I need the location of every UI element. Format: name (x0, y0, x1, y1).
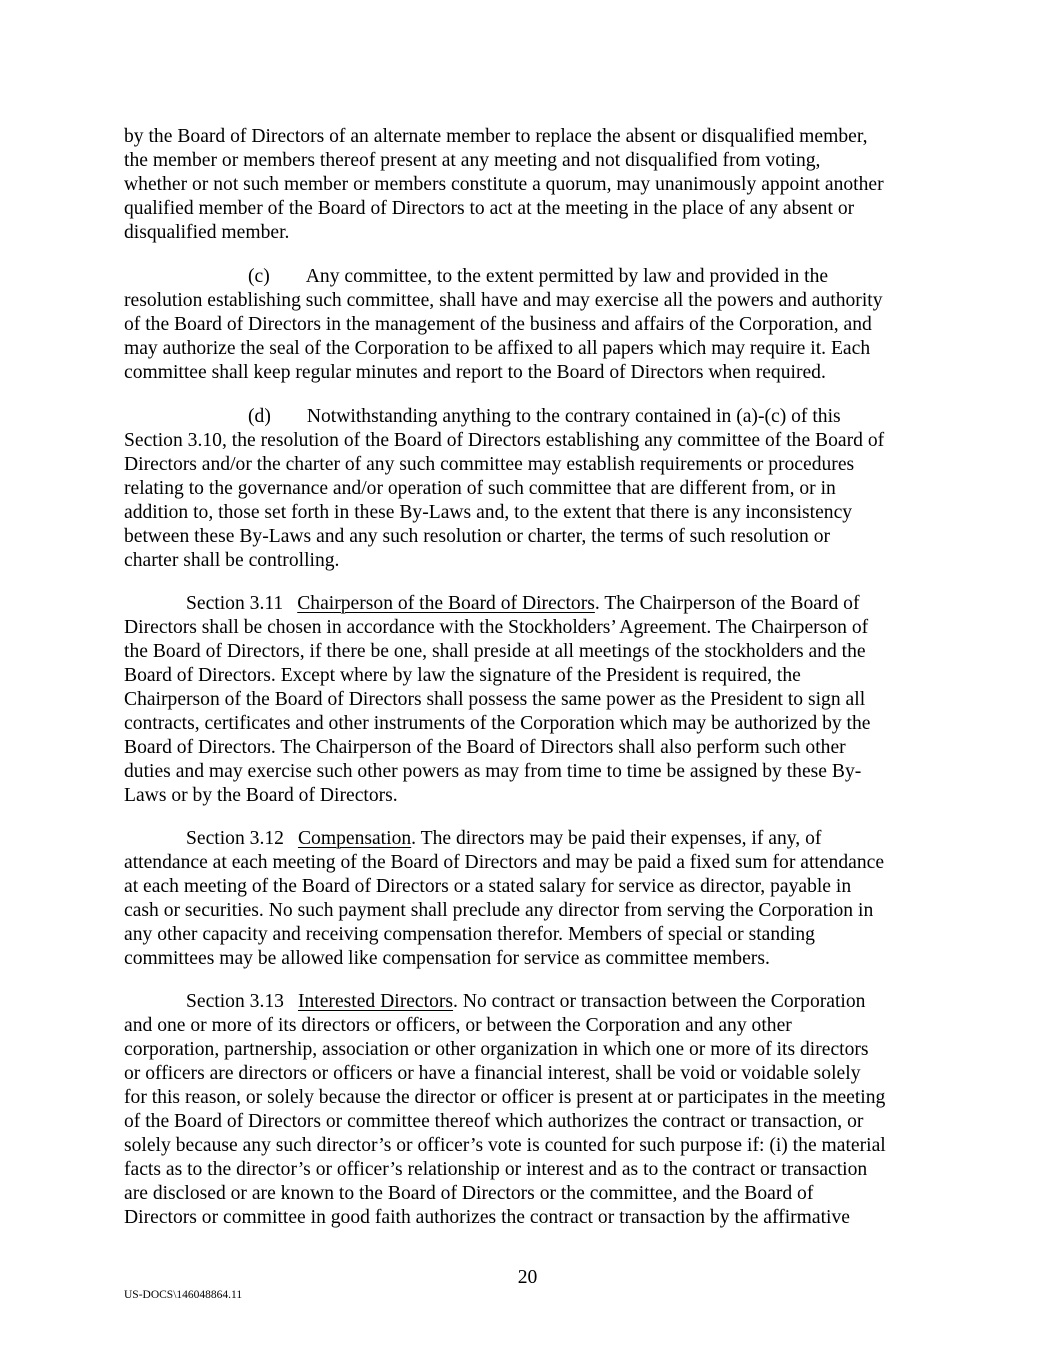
body-line: at each meeting of the Board of Directors or a stated salary for service as director, payable in (124, 876, 852, 897)
body-line: solely because any such director’s or officer’s vote is counted for such purpose if: (i) the material (124, 1135, 886, 1156)
body-text: . No contract or transaction between the Corporation (453, 991, 866, 1012)
body-line: cash or securities. No such payment shall preclude any director from serving the Corporation in (124, 900, 874, 921)
body-line: committee shall keep regular minutes and report to the Board of Directors when required. (124, 362, 826, 383)
body-line: Chairperson of the Board of Directors shall possess the same power as the President to sign all (124, 689, 866, 710)
body-line: relating to the governance and/or operation of such committee that are different from, or in (124, 478, 836, 499)
body-line: Board of Directors. Except where by law the signature of the President is required, the (124, 665, 801, 686)
section-number: Section 3.12 (186, 828, 284, 849)
section-number: Section 3.11 (186, 593, 284, 614)
section-number: Section 3.13 (186, 991, 284, 1012)
page-number: 20 (517, 1267, 538, 1288)
section-heading: Compensation (297, 828, 412, 849)
body-line: addition to, those set forth in these By-Laws and, to the extent that there is any inconsistency (124, 502, 853, 523)
body-line: qualified member of the Board of Directors to act at the meeting in the place of any absent or (124, 198, 855, 219)
body-line: and one or more of its directors or officers, or between the Corporation and any other (124, 1015, 792, 1036)
body-line: attendance at each meeting of the Board of Directors and may be paid a fixed sum for attendance (124, 852, 885, 873)
body-line: facts as to the director’s or officer’s relationship or interest and as to the contract or transaction (124, 1159, 868, 1180)
body-line: charter shall be controlling. (124, 550, 340, 571)
body-line: committees may be allowed like compensation for service as committee members. (124, 948, 770, 969)
body-text: . The directors may be paid their expenses, if any, of (411, 828, 822, 849)
body-line: the member or members thereof present at any meeting and not disqualified from voting, (124, 150, 821, 171)
section-3-12-first-line (186, 827, 821, 851)
body-line: may authorize the seal of the Corporation to be affixed to all papers which may require it. Each (124, 338, 871, 359)
section-heading: Chairperson of the Board of Directors (297, 593, 595, 614)
body-line: duties and may exercise such other powers as may from time to time be assigned by these By- (124, 761, 862, 782)
section-heading: Interested Directors (297, 991, 454, 1012)
body-text: Notwithstanding anything to the contrary contained in (a)-(c) of this (306, 406, 841, 427)
body-line: Laws or by the Board of Directors. (124, 785, 398, 806)
body-line: Directors or committee in good faith authorizes the contract or transaction by the affirmative (124, 1207, 850, 1228)
body-line: for this reason, or solely because the director or officer is present at or participates in the meeting (124, 1087, 886, 1108)
paragraph-c-first-line (248, 265, 828, 289)
body-text: Any committee, to the extent permitted by law and provided in the (305, 266, 829, 287)
body-line: Directors and/or the charter of any such committee may establish requirements or procedures (124, 454, 855, 475)
body-line: or officers are directors or officers or have a financial interest, shall be void or voidable solely (124, 1063, 861, 1084)
body-line: are disclosed or are known to the Board of Directors or the committee, and the Board of (124, 1183, 814, 1204)
body-line: Directors shall be chosen in accordance with the Stockholders’ Agreement. The Chairperson of (124, 617, 869, 638)
section-3-11-first-line (186, 592, 860, 616)
body-line: the Board of Directors, if there be one, shall preside at all meetings of the stockholders and the (124, 641, 866, 662)
paragraph-marker: (c) (248, 266, 270, 287)
body-line: Section 3.10, the resolution of the Board of Directors establishing any committee of the Board of (124, 430, 885, 451)
body-line: contracts, certificates and other instruments of the Corporation which may be authorized by the (124, 713, 871, 734)
body-line: of the Board of Directors in the management of the business and affairs of the Corporation, and (124, 314, 872, 335)
body-line: Board of Directors. The Chairperson of the Board of Directors shall also perform such other (124, 737, 846, 758)
body-line: resolution establishing such committee, shall have and may exercise all the powers and authority (124, 290, 883, 311)
section-3-13-first-line (186, 990, 865, 1014)
body-line: whether or not such member or members constitute a quorum, may unanimously appoint another (124, 174, 884, 195)
paragraph-marker: (d) (248, 406, 271, 427)
body-line: corporation, partnership, association or other organization in which one or more of its directors (124, 1039, 869, 1060)
body-text: . The Chairperson of the Board of (594, 593, 860, 614)
body-line: any other capacity and receiving compensation therefor. Members of special or standing (124, 924, 815, 945)
body-line: disqualified member. (124, 222, 290, 243)
body-line: by the Board of Directors of an alternate member to replace the absent or disqualified member, (124, 126, 868, 147)
body-line: of the Board of Directors or committee thereof which authorizes the contract or transaction, or (124, 1111, 864, 1132)
document-id: US-DOCS\146048864.11 (124, 1289, 243, 1301)
paragraph-d-first-line (248, 405, 841, 429)
body-line: between these By-Laws and any such resolution or charter, the terms of such resolution or (124, 526, 831, 547)
